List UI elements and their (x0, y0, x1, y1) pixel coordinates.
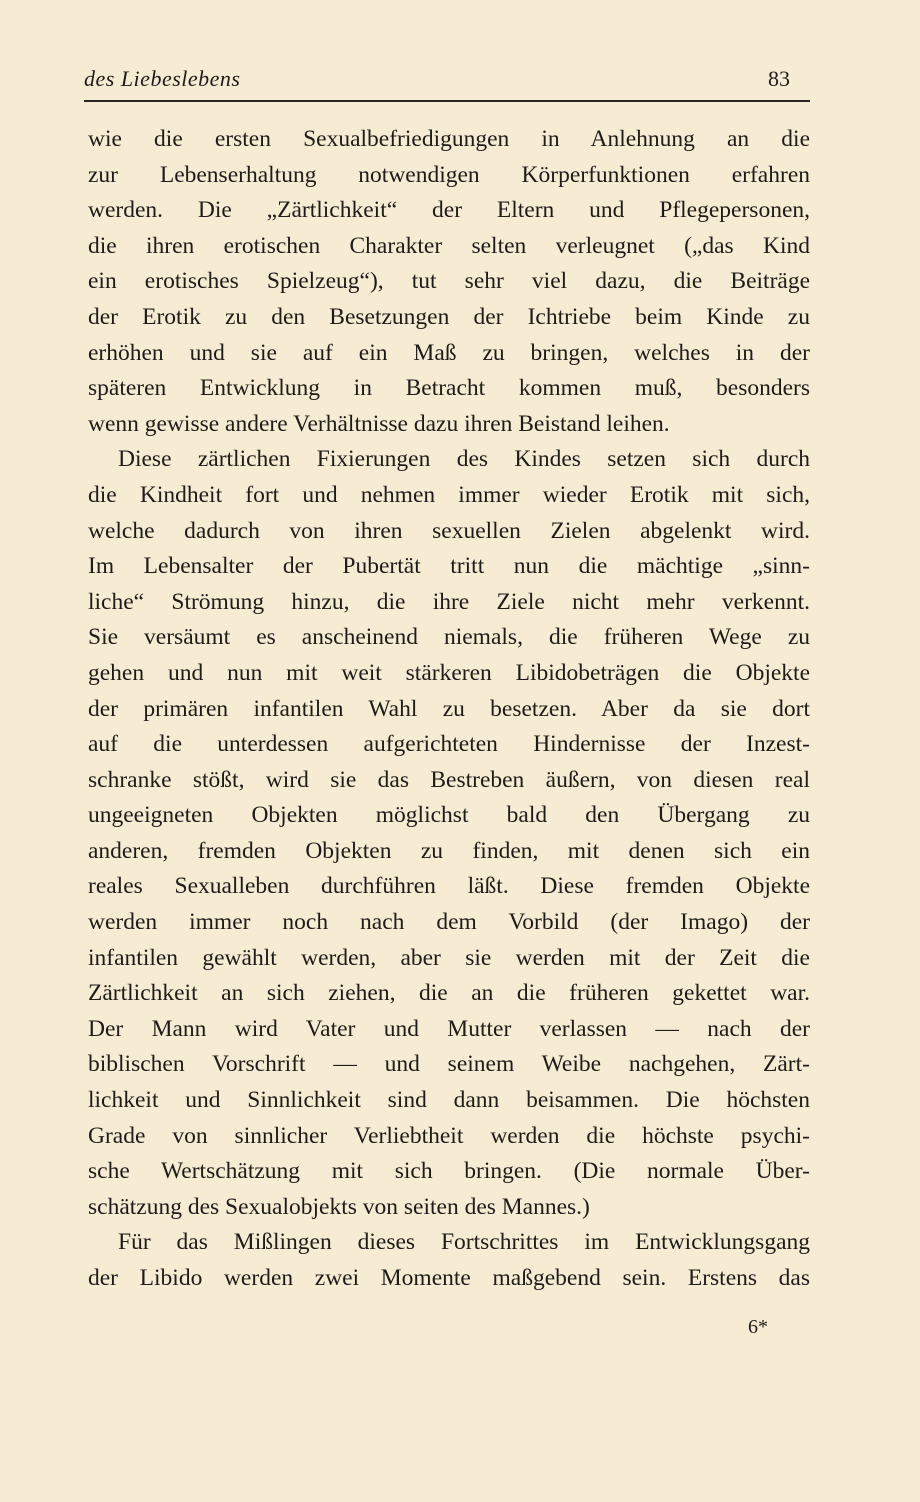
signature-mark: 6* (748, 1316, 768, 1338)
text-line: sche Wertschätzung mit sich bringen. (Die normale Über- (88, 1158, 810, 1185)
page-number: 83 (768, 66, 790, 91)
text-line: der primären infantilen Wahl zu besetzen. Aber da sie dort (88, 695, 810, 722)
text-line: biblischen Vorschrift — und seinem Weibe nachgehen, Zärt- (88, 1051, 810, 1078)
text-line: ein erotisches Spielzeug“), tut sehr viel dazu, die Beiträge (88, 268, 810, 295)
text-line: die ihren erotischen Charakter selten verleugnet („das Kind (88, 232, 810, 259)
text-line: Zärtlichkeit an sich ziehen, die an die früheren gekettet war. (88, 980, 810, 1007)
text-line: zur Lebenserhaltung notwendigen Körperfunktionen erfahren (88, 161, 810, 188)
text-line: wenn gewisse andere Verhältnisse dazu ihren Beistand leihen. (88, 410, 670, 437)
text-line: infantilen gewählt werden, aber sie werden mit der Zeit die (88, 944, 810, 971)
paragraph-1 (88, 122, 810, 442)
paragraph-3 (88, 1225, 810, 1296)
text-line: Für das Mißlingen dieses Fortschrittes im Entwicklungsgang (118, 1229, 810, 1256)
text-line: gehen und nun mit weit stärkeren Libidobeträgen die Objekte (88, 659, 810, 686)
header-rule (84, 100, 810, 102)
text-line: wie die ersten Sexualbefriedigungen in Anlehnung an die (88, 126, 810, 152)
running-title: des Liebeslebens (84, 66, 241, 91)
text-line: der Libido werden zwei Momente maßgebend sein. Erstens das (88, 1265, 810, 1291)
text-line: lichkeit und Sinnlichkeit sind dann beisammen. Die höchsten (88, 1087, 810, 1114)
text-line: reales Sexualleben durchführen läßt. Diese fremden Objekte (88, 873, 810, 900)
paragraph-2 (88, 442, 810, 1225)
text-line: werden immer noch nach dem Vorbild (der Imago) der (88, 909, 810, 936)
text-line: späteren Entwicklung in Betracht kommen muß, besonders (88, 375, 810, 402)
text-line: schätzung des Sexualobjekts von seiten des Mannes.) (88, 1193, 590, 1220)
text-line: ungeeigneten Objekten möglichst bald den Übergang zu (88, 802, 810, 829)
text-line: anderen, fremden Objekten zu finden, mit denen sich ein (88, 837, 810, 864)
text-line: werden. Die „Zärtlichkeit“ der Eltern und Pflegepersonen, (88, 197, 810, 224)
text-line: schranke stößt, wird sie das Bestreben äußern, von diesen real (88, 766, 810, 793)
text-line: die Kindheit fort und nehmen immer wieder Erotik mit sich, (88, 481, 810, 508)
text-line: der Erotik zu den Besetzungen der Ichtriebe beim Kinde zu (88, 303, 810, 330)
page-header (84, 66, 810, 102)
text-line: Grade von sinnlicher Verliebtheit werden die höchste psychi- (88, 1122, 810, 1149)
text-line: Der Mann wird Vater und Mutter verlassen — nach der (88, 1015, 810, 1042)
text-line: welche dadurch von ihren sexuellen Zielen abgelenkt wird. (88, 517, 810, 544)
text-line: auf die unterdessen aufgerichteten Hindernisse der Inzest- (88, 731, 810, 758)
text-line: erhöhen und sie auf ein Maß zu bringen, welches in der (88, 339, 810, 366)
text-line: Sie versäumt es anscheinend niemals, die früheren Wege zu (88, 624, 810, 651)
body-text (88, 122, 810, 1297)
text-line: liche“ Strömung hinzu, die ihre Ziele nicht mehr verkennt. (88, 588, 810, 615)
text-line: Im Lebensalter der Pubertät tritt nun die mächtige „sinn- (88, 553, 810, 580)
text-line: Diese zärtlichen Fixierungen des Kindes setzen sich durch (118, 446, 810, 473)
